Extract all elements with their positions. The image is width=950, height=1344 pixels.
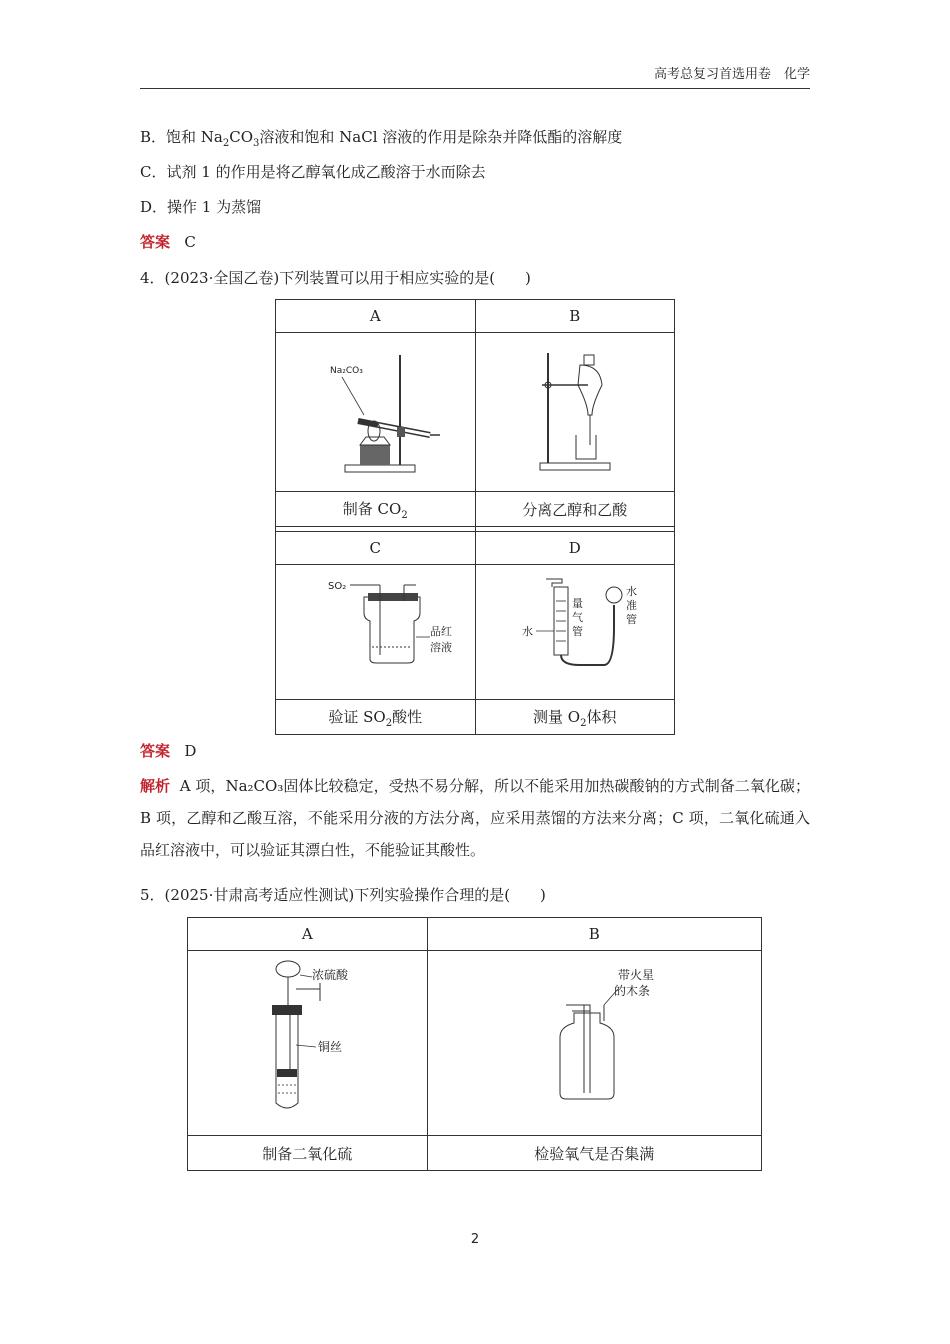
svg-text:带火星: 带火星 [618,968,655,982]
q4-label-d: D [475,532,675,565]
q4-caption-a: 制备 $CO_2$ [276,492,476,527]
svg-text:管: 管 [571,625,583,638]
q4-analysis: 解析 A 项，Na₂CO₃固体比较稳定，受热不易分解，所以不能采用加热碳酸钠的方式制备二氧化碳；B 项，乙醇和乙酸互溶，不能采用分液的方法分离，应采用蒸馏的方法来分离；C 项，二氧化硫通入品红溶液中，可以验证其漂白性，不能验证其酸性。 [140,777,810,859]
svg-text:准: 准 [625,599,637,612]
svg-text:浓硫酸: 浓硫酸 [312,968,349,982]
svg-text:气: 气 [571,611,583,624]
q5-caption-a: 制备二氧化硫 [188,1136,428,1171]
q5-figure-a [188,951,428,1136]
alcohol-lamp-apparatus-icon [280,335,470,485]
q4-figure-a [276,333,476,492]
q5-label-b: B [427,918,761,951]
option-c: C．试剂 1 的作用是将乙醇氧化成乙酸溶于水而除去 [140,163,486,181]
svg-text:溶液: 溶液 [430,641,453,654]
q4-answer: 答案 D [140,742,197,760]
gas-measuring-tube-icon [480,567,670,693]
page-number: 2 [470,1232,480,1247]
svg-text:水: 水 [625,585,637,598]
option-b: B．饱和 $Na_2CO_3$溶液和饱和 NaCl 溶液的作用是除杂并降低酯的溶解度 [140,128,623,149]
svg-text:水: 水 [521,625,533,638]
gas-collecting-bottle-icon [434,953,754,1129]
svg-text:SO₂: SO₂ [328,581,347,592]
q4-figure-d [475,565,675,700]
separatory-funnel-icon [480,335,670,485]
svg-text:量: 量 [571,597,583,610]
option-d: D．操作 1 为蒸馏 [140,198,262,216]
q4-stem: 4．(2023·全国乙卷)下列装置可以用于相应实验的是( ) [140,269,531,287]
svg-text:的木条: 的木条 [614,984,651,998]
q4-figure-c [276,565,476,700]
q3-answer: 答案 C [140,233,196,251]
q5-stem: 5．(2025·甘肃高考适应性测试)下列实验操作合理的是( ) [140,886,546,904]
svg-text:品红: 品红 [430,625,453,638]
q5-figure-b [427,951,761,1136]
q4-label-c: C [276,532,476,565]
q4-label-a: A [276,300,476,333]
q5-caption-b: 检验氧气是否集满 [427,1136,761,1171]
q5-table [187,917,762,1171]
q4-caption-d: 测量 $O_2$体积 [475,700,675,735]
q4-label-b: B [475,300,675,333]
q4-table [275,299,675,735]
q4-caption-c: 验证 $SO_2$酸性 [276,700,476,735]
svg-text:铜丝: 铜丝 [318,1040,343,1054]
gas-washing-bottle-icon [280,567,470,693]
svg-text:Na₂CO₃: Na₂CO₃ [330,366,364,376]
q4-caption-b: 分离乙醇和乙酸 [475,492,675,527]
page-header: 高考总复习首选用卷 化学 [140,64,810,89]
q5-label-a: A [188,918,428,951]
test-tube-apparatus-icon [192,953,422,1129]
q4-figure-b [475,333,675,492]
svg-text:管: 管 [625,613,637,626]
